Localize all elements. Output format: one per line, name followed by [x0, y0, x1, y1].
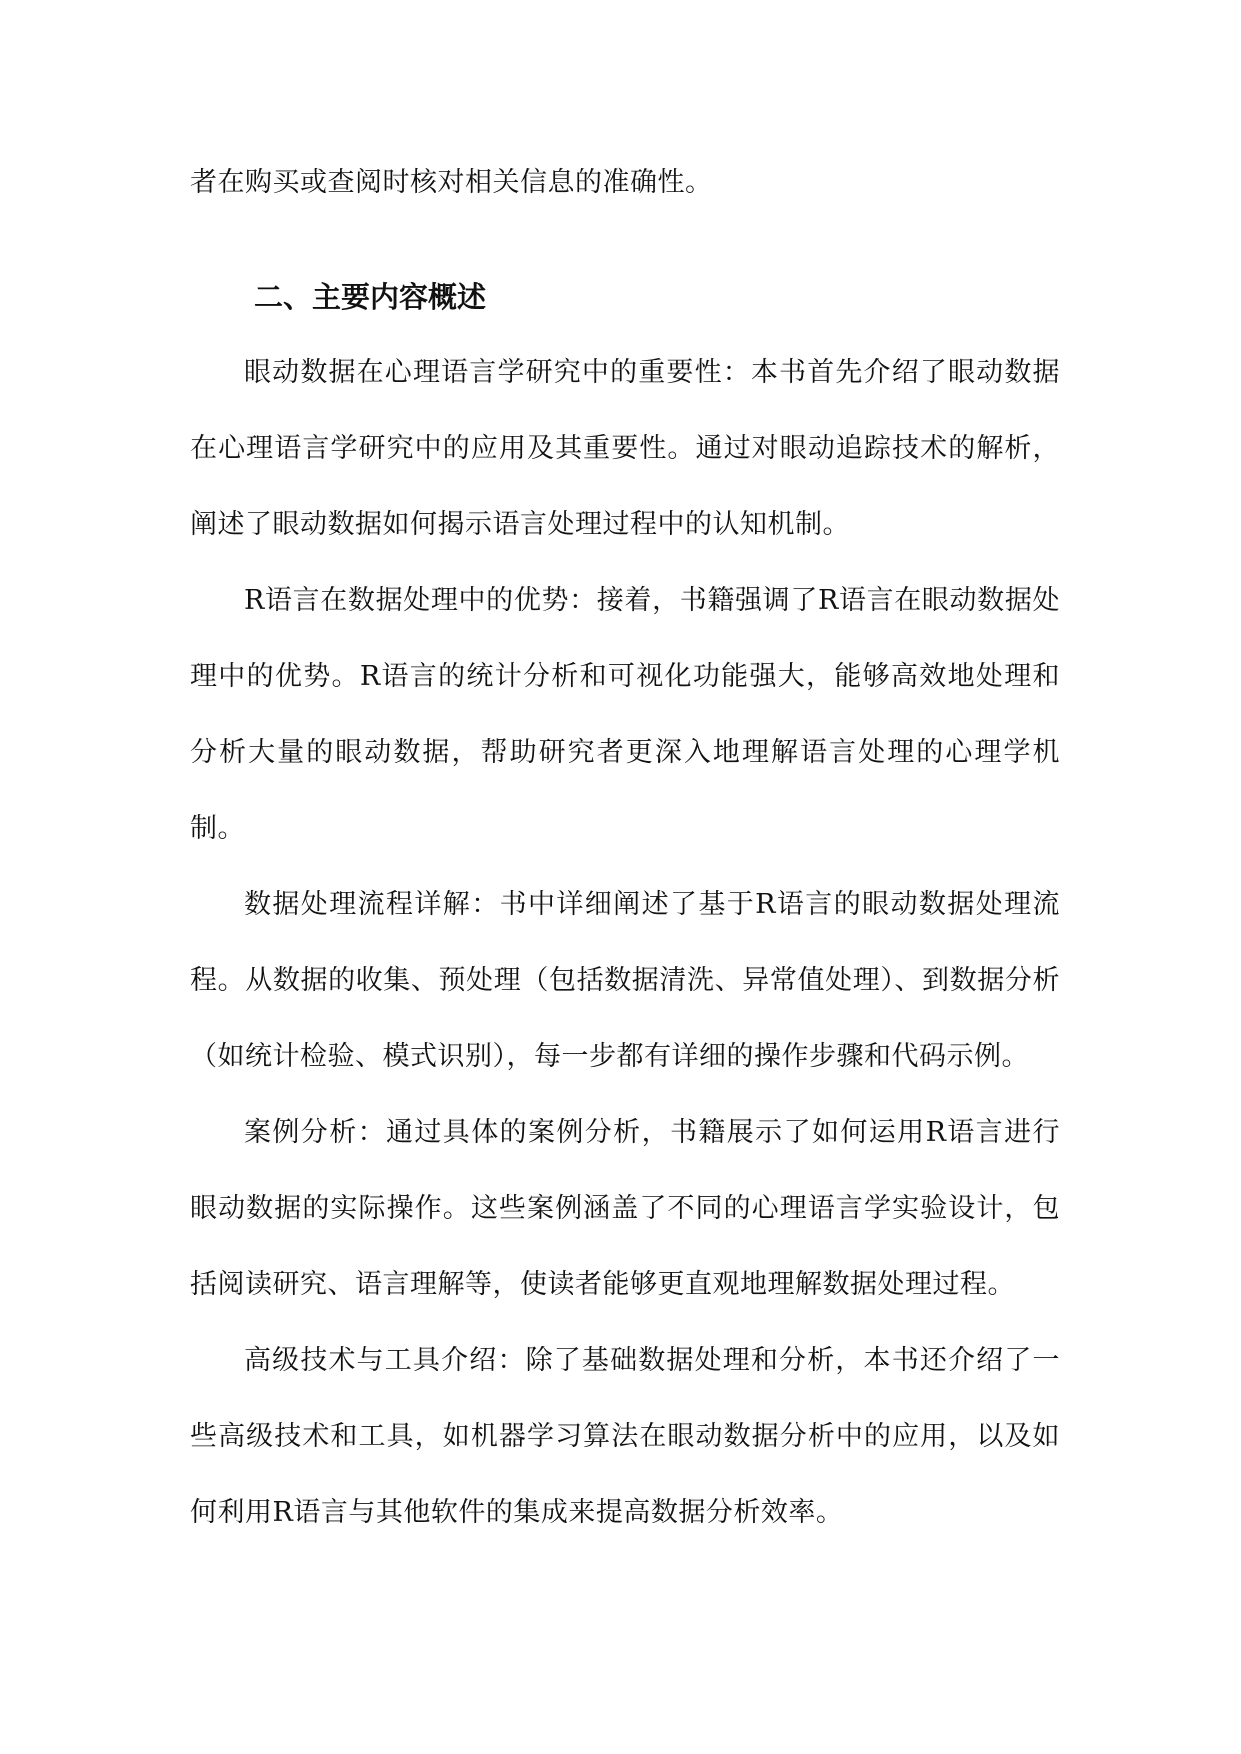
page-content	[190, 145, 1060, 1551]
continued-paragraph: 者在购买或查阅时核对相关信息的准确性。	[190, 167, 713, 198]
section-heading: 二、主要内容概述	[254, 280, 487, 314]
paragraph-advanced-tools: 高级技术与工具介绍：除了基础数据处理和分析，本书还介绍了一些高级技术和工具，如机器学习算法在眼动数据分析中的应用，以及如何利用R语言与其他软件的集成来提高数据分析效率。	[190, 1345, 1060, 1528]
paragraph-case-analysis: 案例分析：通过具体的案例分析，书籍展示了如何运用R语言进行眼动数据的实际操作。这些案例涵盖了不同的心理语言学实验设计，包括阅读研究、语言理解等，使读者能够更直观地理解数据处理过程。	[190, 1117, 1060, 1300]
paragraph-processing-workflow: 数据处理流程详解：书中详细阐述了基于R语言的眼动数据处理流程。从数据的收集、预处理（包括数据清洗、异常值处理）、到数据分析（如统计检验、模式识别），每一步都有详细的操作步骤和代码示例。	[190, 889, 1060, 1072]
paragraph-eye-movement-importance: 眼动数据在心理语言学研究中的重要性：本书首先介绍了眼动数据在心理语言学研究中的应用及其重要性。通过对眼动追踪技术的解析，阐述了眼动数据如何揭示语言处理过程中的认知机制。	[190, 357, 1060, 540]
paragraph-r-advantages: R语言在数据处理中的优势：接着，书籍强调了R语言在眼动数据处理中的优势。R语言的统计分析和可视化功能强大，能够高效地处理和分析大量的眼动数据，帮助研究者更深入地理解语言处理的心理学机制。	[190, 585, 1060, 844]
